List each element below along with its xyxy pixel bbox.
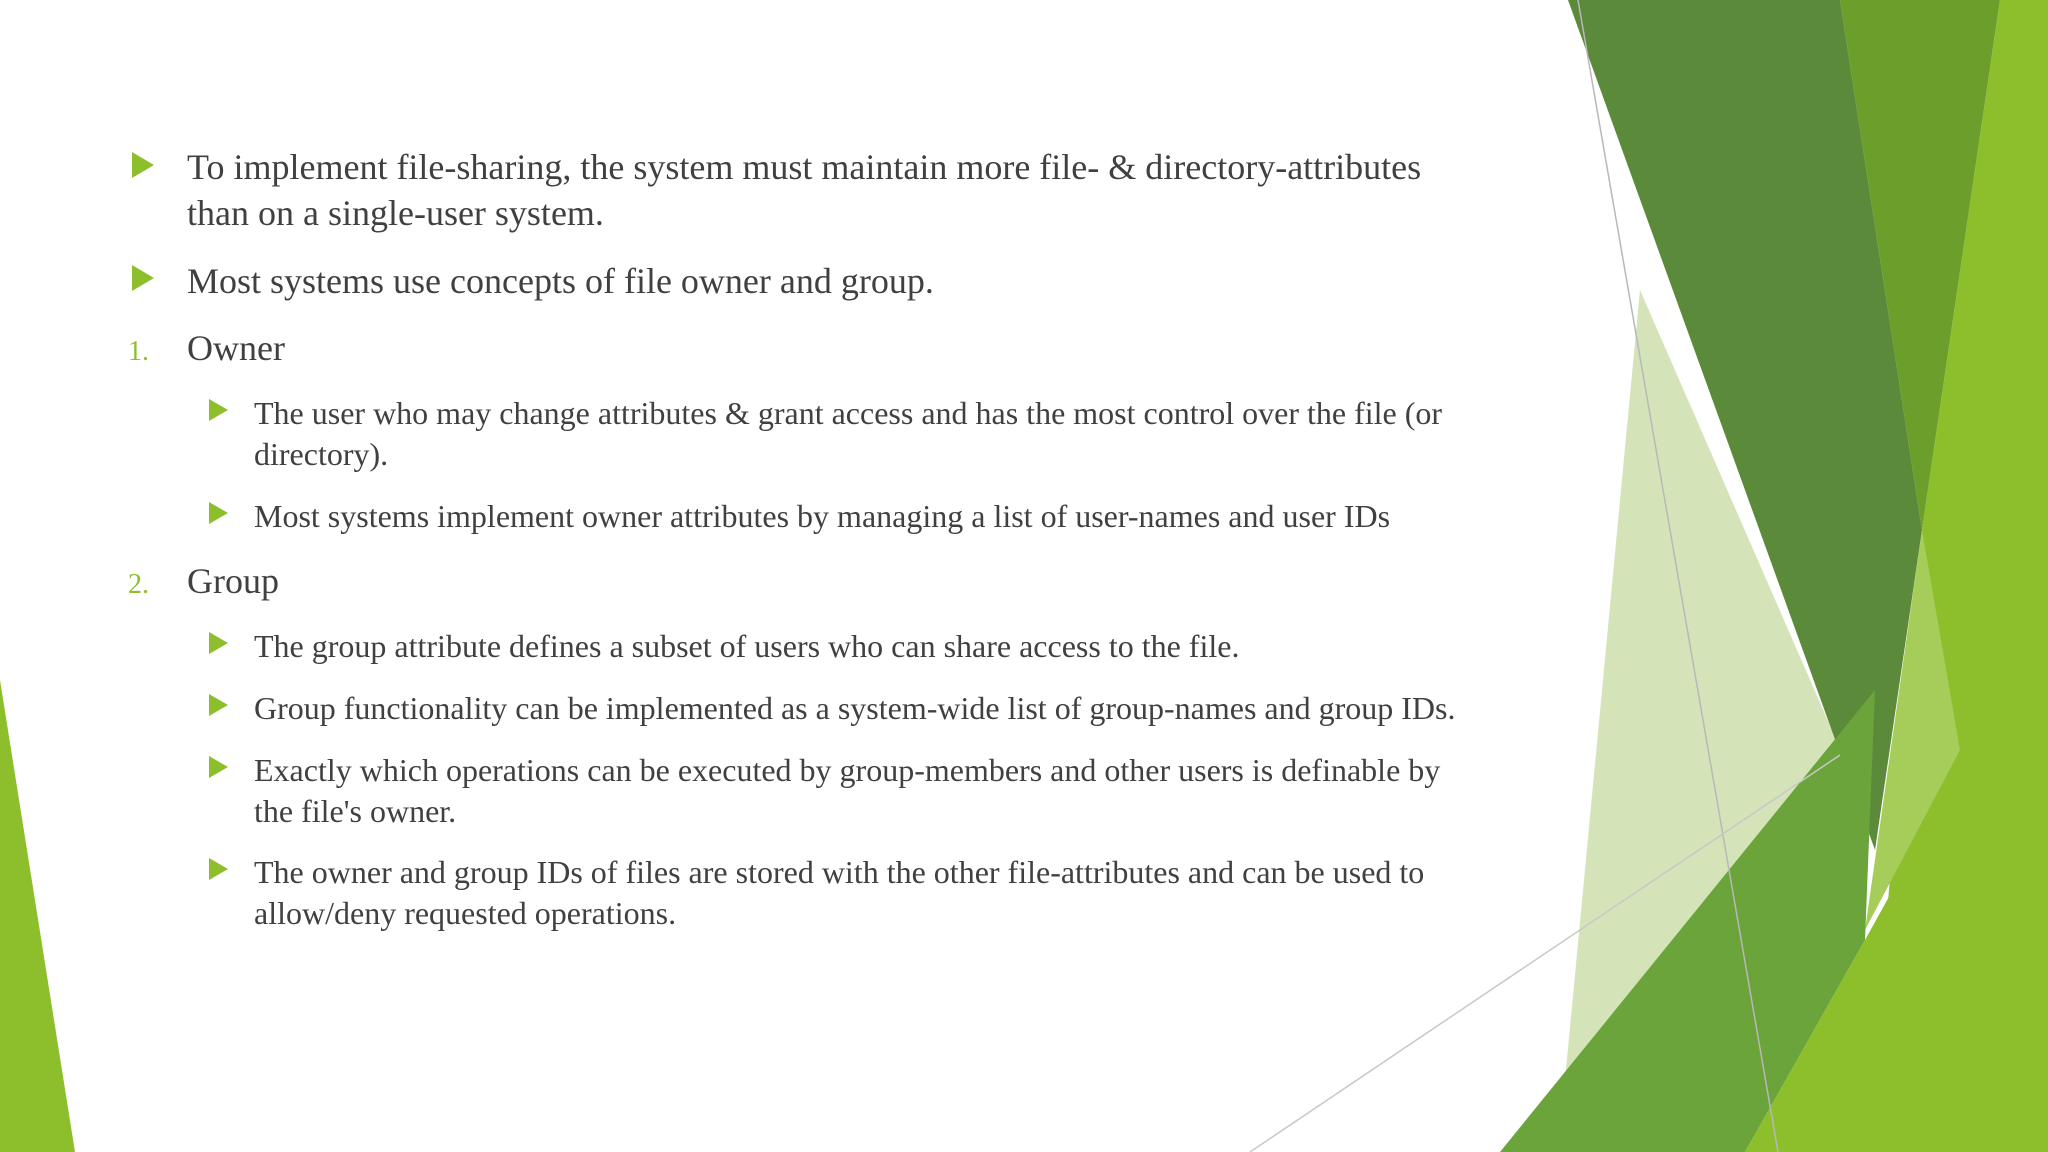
triangle-bullet-icon — [209, 756, 228, 778]
triangle-bullet-icon — [132, 152, 154, 178]
triangle-bullet-icon — [209, 858, 228, 880]
sub-bullet-text: Group functionality can be implemented as a system-wide list of group-names and group IDs. — [254, 690, 1456, 726]
section-number: 2. — [128, 569, 149, 600]
triangle-bullet-icon — [209, 632, 228, 654]
bullet-text: To implement file-sharing, the system must maintain more file- & directory-attributes — [187, 147, 1422, 187]
sub-bullet-text: Exactly which operations can be executed by group-members and other users is definable by — [254, 752, 1441, 788]
triangle-bullet-icon — [132, 265, 154, 291]
sub-bullet-text: The group attribute defines a subset of users who can share access to the file. — [254, 628, 1240, 664]
sub-bullet-text: Most systems implement owner attributes by managing a list of user-names and user IDs — [254, 498, 1391, 534]
section-title: Group — [187, 561, 279, 601]
bullet-text: Most systems use concepts of file owner and group. — [187, 261, 934, 301]
triangle-bullet-icon — [209, 502, 228, 524]
triangle-bullet-icon — [209, 694, 228, 716]
sub-bullet-text: the file's owner. — [254, 793, 457, 829]
section-title: Owner — [187, 328, 285, 368]
sub-bullet-text: allow/deny requested operations. — [254, 895, 677, 931]
section-number: 1. — [128, 336, 149, 367]
bullet-text: than on a single-user system. — [187, 193, 604, 233]
sub-bullet-text: The user who may change attributes & grant access and has the most control over the file (or — [254, 395, 1443, 431]
sub-bullet-text: The owner and group IDs of files are stored with the other file-attributes and can be used to — [254, 854, 1425, 890]
sub-bullet-text: directory). — [254, 436, 389, 472]
triangle-bullet-icon — [209, 399, 228, 421]
